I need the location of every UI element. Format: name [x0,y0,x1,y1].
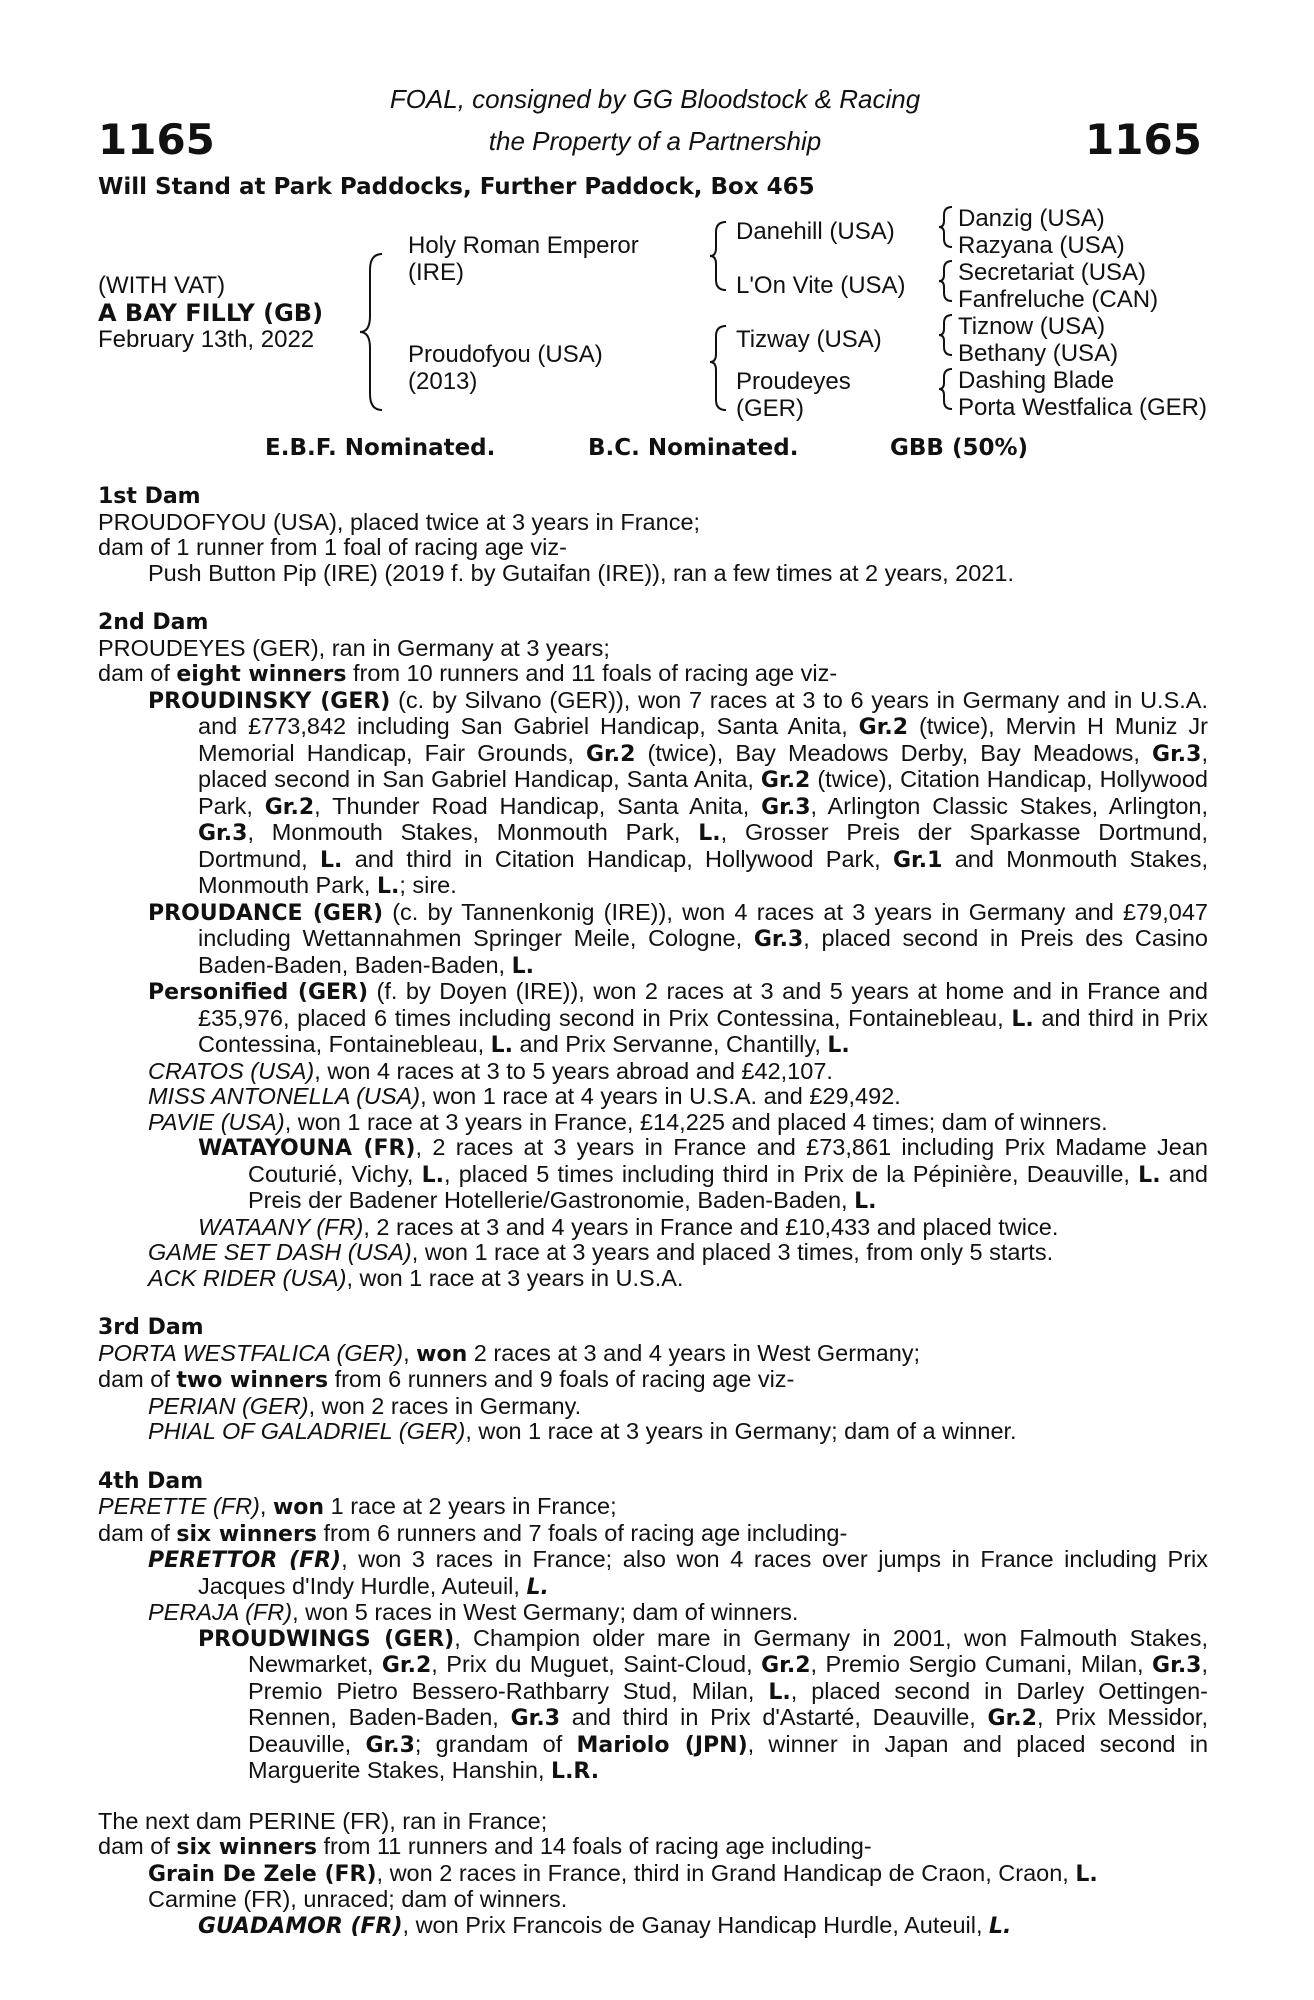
sire-dam: L'On Vite (USA) [736,272,906,299]
dam-name: Proudofyou (USA) [408,341,603,368]
ggp-secretariat: Secretariat (USA) [958,259,1147,286]
grandparent-braces [702,218,732,418]
second-dam-produce: dam of eight winners from 10 runners and 11 foals of racing age viz- [98,660,838,687]
first-dam-line: PROUDOFYOU (USA), placed twice at 3 years in France; [98,508,701,535]
ggp-bethany: Bethany (USA) [958,340,1119,367]
ggp-tiznow: Tiznow (USA) [958,313,1106,340]
entry-proudwings: PROUDWINGS (GER), Champion older mare in Germany in 2001, won Falmouth Stakes, Newmarket, Gr.2, Prix du Muguet, Saint-Cloud, Gr.2, Premio Sergio Cumani, Milan, Gr.3, Premio Pietro Bessero-Rathbarry Stud, Milan, L., placed second in Darley Oettingen-Rennen, Baden-Baden, Gr.3 and third in Prix d'Astarté, Deauville, Gr.2, Prix Messidor, Deauville, Gr.3; grandam of Mariolo (JPN), winner in Japan and placed second in Marguerite Stakes, Hanshin, L.R. [198,1624,1209,1784]
third-dam-line: PORTA WESTFALICA (GER), won 2 races at 3 and 4 years in West Germany; [98,1339,921,1367]
entry-watayouna: WATAYOUNA (FR), 2 races at 3 years in France and £73,861 including Prix Madame Jean Couturié, Vichy, L., placed 5 times including third in Prix de la Pépinière, Deauville, L. and Preis der Badener Hotellerie/Gastronomie, Baden-Baden, L. [198,1134,1208,1214]
first-dam-title: 1st Dam [98,484,201,509]
fourth-dam-produce: dam of six winners from 6 runners and 7 foals of racing age including- [98,1519,848,1547]
foaling-date: February 13th, 2022 [98,326,315,353]
ebf-nomination: E.B.F. Nominated. [265,435,496,461]
third-dam-produce: dam of two winners from 6 runners and 9 foals of racing age viz- [98,1366,795,1393]
great-grandparent-braces [934,203,956,423]
entry-wataany: WATAANY (FR), 2 races at 3 and 4 years in France and £10,433 and placed twice. [198,1213,1059,1240]
entry-grain-de-zele: Grain De Zele (FR), won 2 races in France, third in Grand Handicap de Craon, Craon, L. [148,1859,1098,1887]
entry-guadamor: GUADAMOR (FR), won Prix Francois de Ganay Handicap Hurdle, Auteuil, L. [198,1911,1012,1939]
entry-perian: PERIAN (GER), won 2 races in Germany. [148,1392,582,1419]
entry-pavie: PAVIE (USA), won 1 race at 3 years in France, £14,225 and placed 4 times; dam of winners. [148,1108,1108,1135]
catalogue-body [98,484,1208,1939]
first-dam-offspring: Push Button Pip (IRE) (2019 f. by Gutaifan (IRE)), ran a few times at 2 years, 2021. [148,559,1014,586]
entry-proudance: PROUDANCE (GER) (c. by Tannenkonig (IRE)), won 4 races at 3 years in Germany and £79,047 including Wettannahmen Springer Meile, Cologne, Gr.3, placed second in Preis des Casino Baden-Baden, Baden-Baden, L. [148,898,1208,979]
entry-carmine: Carmine (FR), unraced; dam of winners. [148,1886,568,1912]
consignor-line: FOAL, consigned by GG Bloodstock & Racing [389,84,921,114]
ggp-dashing-blade: Dashing Blade [958,367,1115,394]
second-dam-line: PROUDEYES (GER), ran in Germany at 3 years; [98,634,610,661]
stand-location: Will Stand at Park Paddocks, Further Paddock, Box 465 [98,174,815,200]
first-dam-produce: dam of 1 runner from 1 foal of racing age viz- [98,534,567,560]
entry-perettor: PERETTOR (FR), won 3 races in France; also won 4 races over jumps in France including Prix Jacques d'Indy Hurdle, Auteuil, L. [148,1546,1208,1600]
third-dam-title: 3rd Dam [98,1315,204,1340]
fourth-dam-title: 4th Dam [98,1468,204,1494]
lot-number-right: 1165 [1085,115,1202,164]
next-dam-line: The next dam PERINE (FR), ran in France; [98,1807,548,1834]
entry-peraja: PERAJA (FR), won 5 races in West Germany; dam of winners. [148,1599,799,1625]
lot-number-left: 1165 [98,115,215,164]
gbb-note: GBB (50%) [890,435,1029,461]
entry-game-set-dash: GAME SET DASH (USA), won 1 race at 3 years and placed 3 times, from only 5 starts. [148,1239,1054,1265]
bc-nomination: B.C. Nominated. [588,435,799,461]
main-brace [350,250,390,415]
ggp-porta-westfalica: Porta Westfalica (GER) [958,394,1207,421]
dam-year: (2013) [408,368,478,395]
entry-proudinsky: PROUDINSKY (GER) (c. by Silvano (GER)), won 7 races at 3 to 6 years in Germany and in U.S.A. and £773,842 including San Gabriel Handicap, Santa Anita, Gr.2 (twice), Mervin H Muniz Jr Memorial Handicap, Fair Grounds, Gr.2 (twice), Bay Meadows Derby, Bay Meadows, Gr.3, placed second in San Gabriel Handicap, Santa Anita, Gr.2 (twice), Citation Handicap, Hollywood Park, Gr.2, Thunder Road Handicap, Santa Anita, Gr.3, Arlington Classic Stakes, Arlington, Gr.3, Monmouth Stakes, Monmouth Park, L., Grosser Preis der Sparkasse Dortmund, Dortmund, L. and third in Citation Handicap, Hollywood Park, Gr.1 and Monmouth Stakes, Monmouth Park, L.; sire. [148,686,1208,899]
dam-dam-country: (GER) [736,395,804,422]
dam-dam: Proudeyes [736,368,851,395]
entry-ack-rider: ACK RIDER (USA), won 1 race at 3 years in U.S.A. [148,1264,684,1291]
sire-name: Holy Roman Emperor [408,232,639,259]
ggp-razyana: Razyana (USA) [958,232,1125,259]
entry-personified: Personified (GER) (f. by Doyen (IRE)), won 2 races at 3 and 5 years at home and in France and £35,976, placed 6 times including second in Prix Contessina, Fontainebleau, L. and third in Prix Contessina, Fontainebleau, L. and Prix Servanne, Chantilly, L. [148,978,1209,1058]
dam-sire: Tizway (USA) [736,326,882,353]
vat-note: (WITH VAT) [98,272,226,299]
next-dam-produce: dam of six winners from 11 runners and 14 foals of racing age including- [98,1833,872,1860]
second-dam-title: 2nd Dam [98,610,209,635]
sire-country: (IRE) [408,259,464,286]
fourth-dam-line: PERETTE (FR), won 1 race at 2 years in France; [98,1493,617,1520]
property-line: the Property of a Partnership [488,126,822,156]
entry-cratos: CRATOS (USA), won 4 races at 3 to 5 years abroad and £42,107. [148,1057,833,1084]
entry-phial-of-galadriel: PHIAL OF GALADRIEL (GER), won 1 race at 3 years in Germany; dam of a winner. [148,1418,1017,1444]
ggp-fanfreluche: Fanfreluche (CAN) [958,286,1159,313]
entry-miss-antonella: MISS ANTONELLA (USA), won 1 race at 4 years in U.S.A. and £29,492. [148,1083,901,1109]
subject-horse: A BAY FILLY (GB) [98,299,324,327]
ggp-danzig: Danzig (USA) [958,205,1105,232]
sire-sire: Danehill (USA) [736,218,895,245]
